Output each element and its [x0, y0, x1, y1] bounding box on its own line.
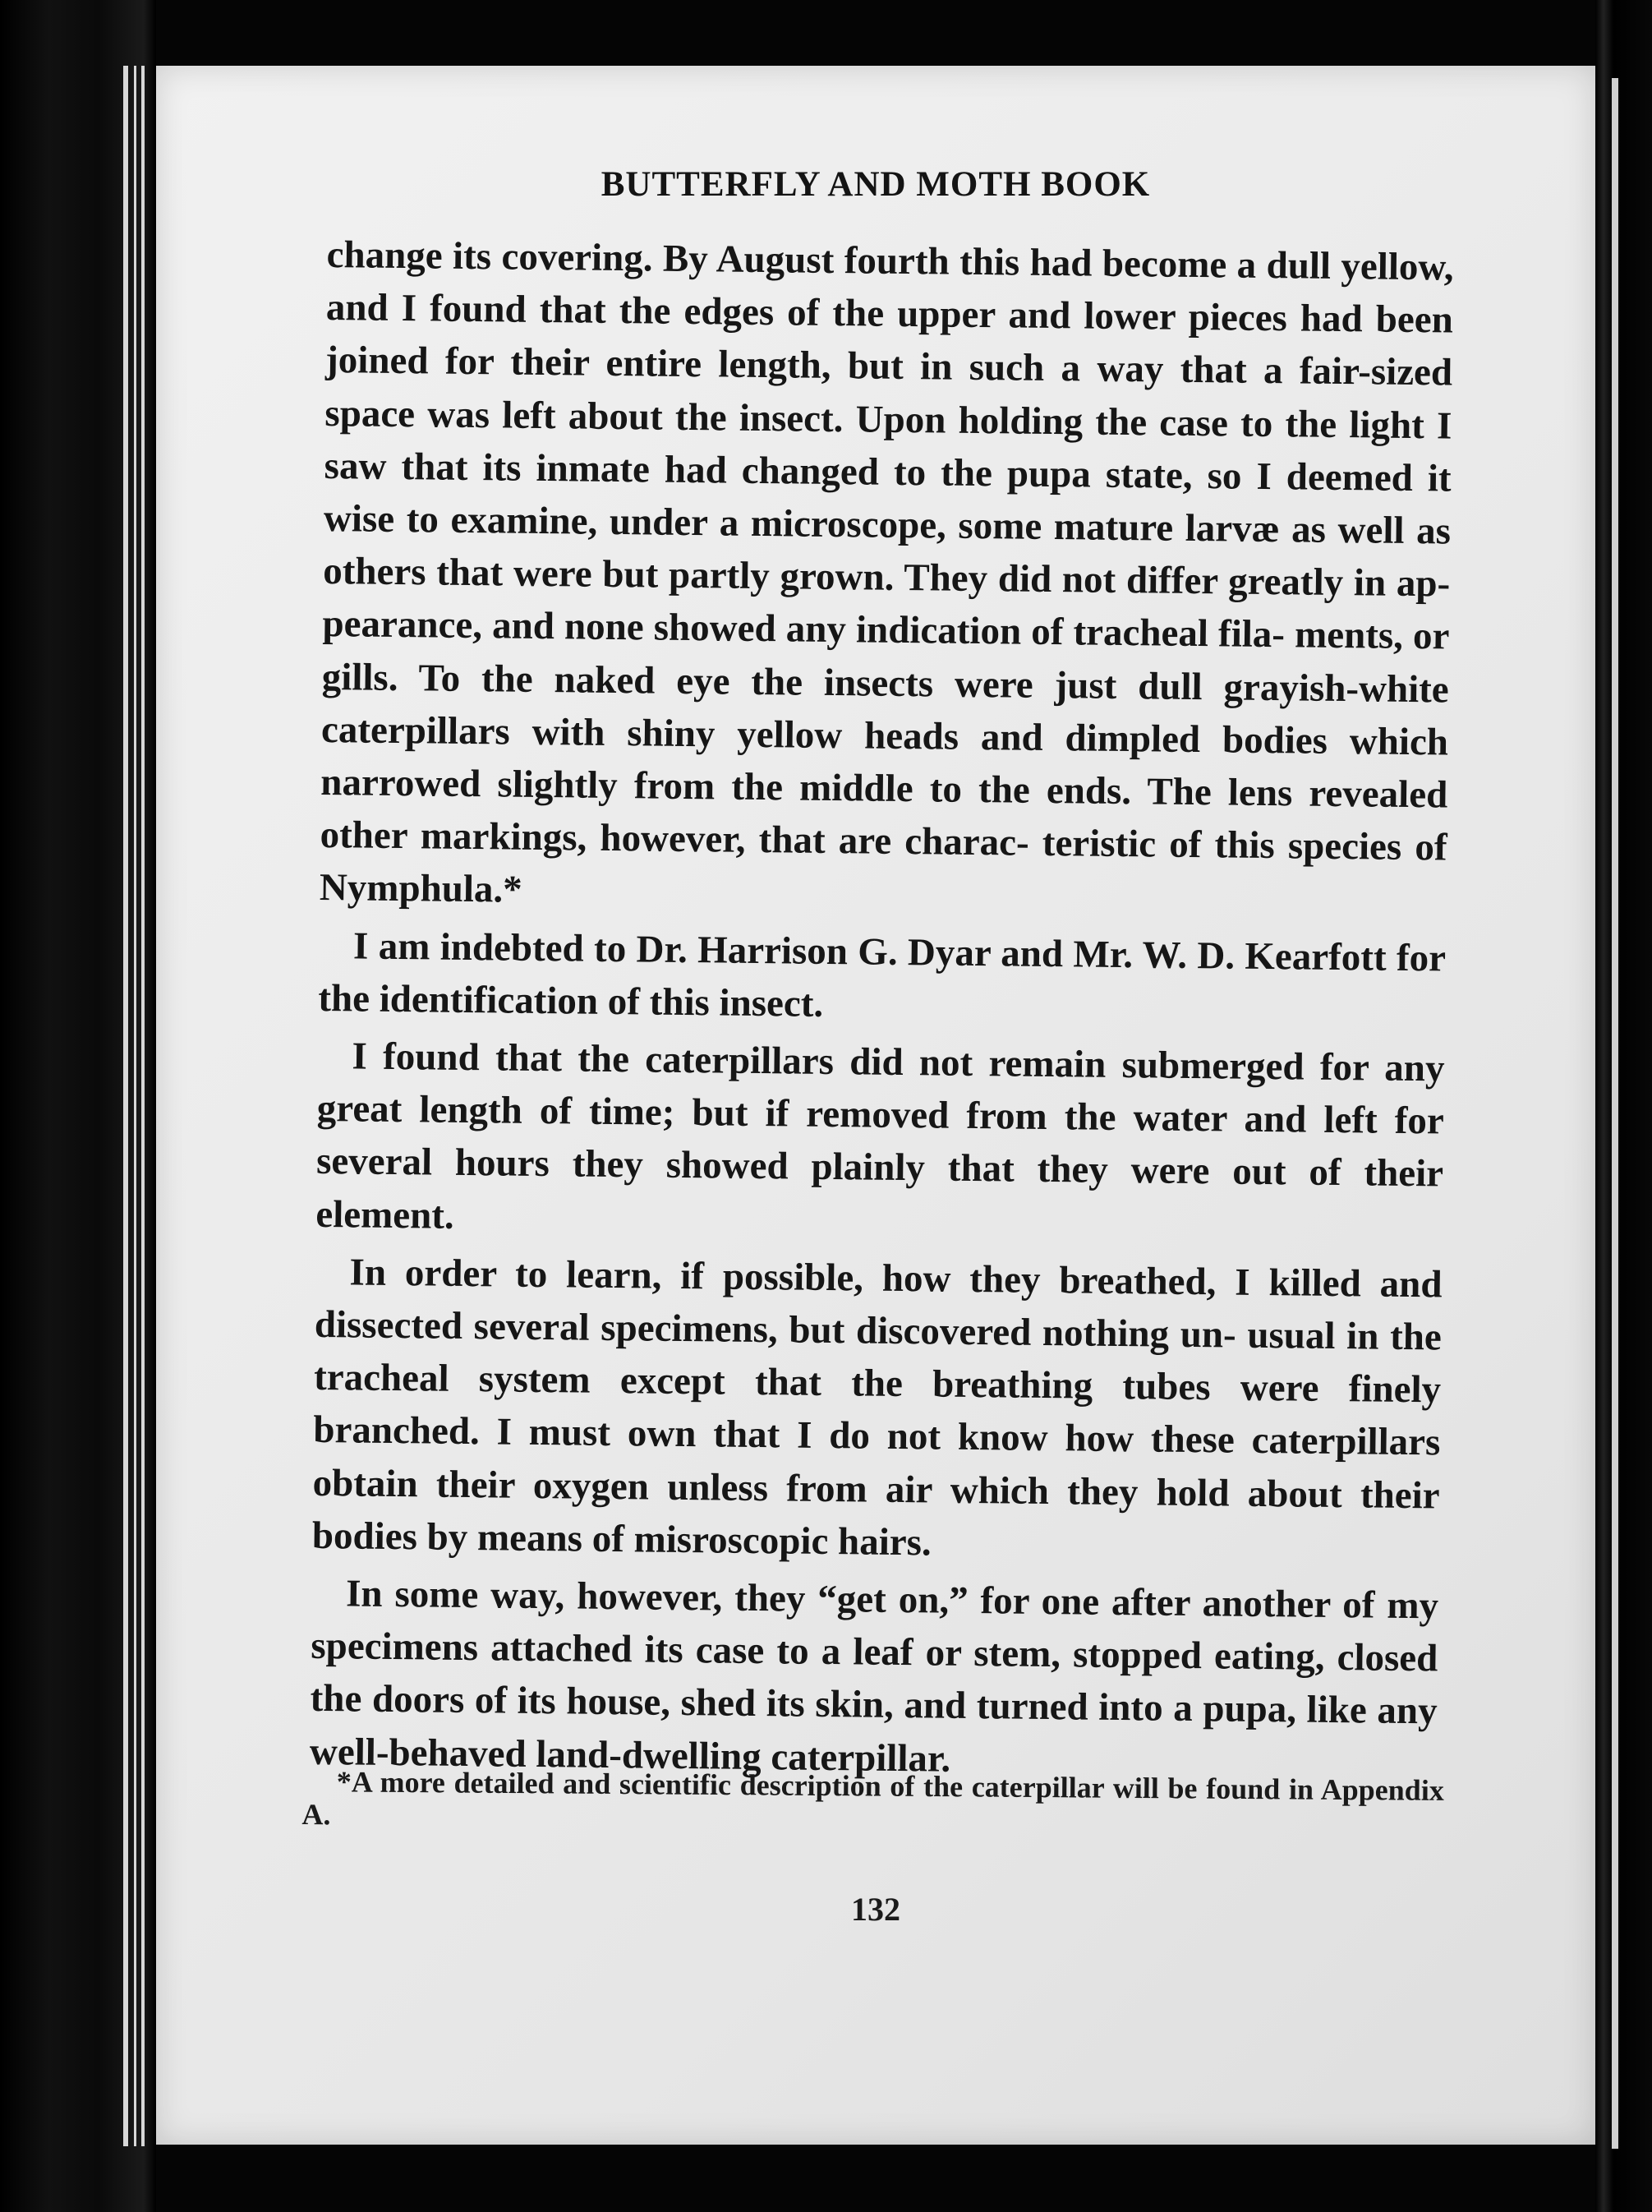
body-text: [310, 228, 1454, 1790]
page-number: 132: [851, 1891, 900, 1928]
footnote: *A more detailed and scientific description of the caterpillar will be found in Appendix A.: [301, 1765, 1444, 1832]
binding-line: [141, 66, 145, 2146]
adjacent-page-sliver: [1612, 78, 1618, 2149]
adjacent-page-edge: [1595, 0, 1652, 2212]
paragraph: change its covering. By August fourth this had become a dull yellow, and I found that the edges of the upper and lower pieces had been joined for their entire length, but in such a way that a fair-sized space was left about the insect. Upon holding the case to the light I saw that its inmate had changed to the pupa state, so I deemed it wise to examine, under a microscope, some mature larvæ as well as others that were but partly grown. They did not differ greatly in ap- pearance, and none showed any indication of tracheal fila- ments, or gills. To the naked eye the insects were just dull grayish-white caterpillars with shiny yellow heads and dimpled bodies which narrowed slightly from the middle to the ends. The lens revealed other markings, however, that are charac- teristic of this species of Nymphula.*: [319, 233, 1454, 912]
book-page: [156, 66, 1595, 2145]
paragraph: I am indebted to Dr. Harrison G. Dyar and Mr. W. D. Kearfott for the identification of this insect.: [318, 924, 1447, 1025]
paragraph: In some way, however, they “get on,” for one after another of my specimens attached its case to a leaf or stem, stopped eating, closed the doors of its house, shed its skin, and turned into a pupa, like any well-behaved land-dwelling caterpillar.: [309, 1572, 1439, 1781]
running-head: BUTTERFLY AND MOTH BOOK: [601, 165, 1151, 204]
book-binding-edge: [0, 0, 156, 2212]
binding-line: [134, 66, 136, 2146]
paragraph: In order to learn, if possible, how they breathed, I killed and dissected several specimens, but discovered nothing un- usual in the tracheal system except that the breathing tubes were finely branched. I must own that I do not know how these caterpillars obtain their oxygen unless from air which they hold about their bodies by means of misroscopic hairs.: [311, 1251, 1443, 1565]
binding-line: [123, 66, 128, 2146]
paragraph: I found that the caterpillars did not remain submerged for any great length of time; but if removed from the water and left for several hours they showed plainly that they were out of their element.: [315, 1035, 1445, 1237]
